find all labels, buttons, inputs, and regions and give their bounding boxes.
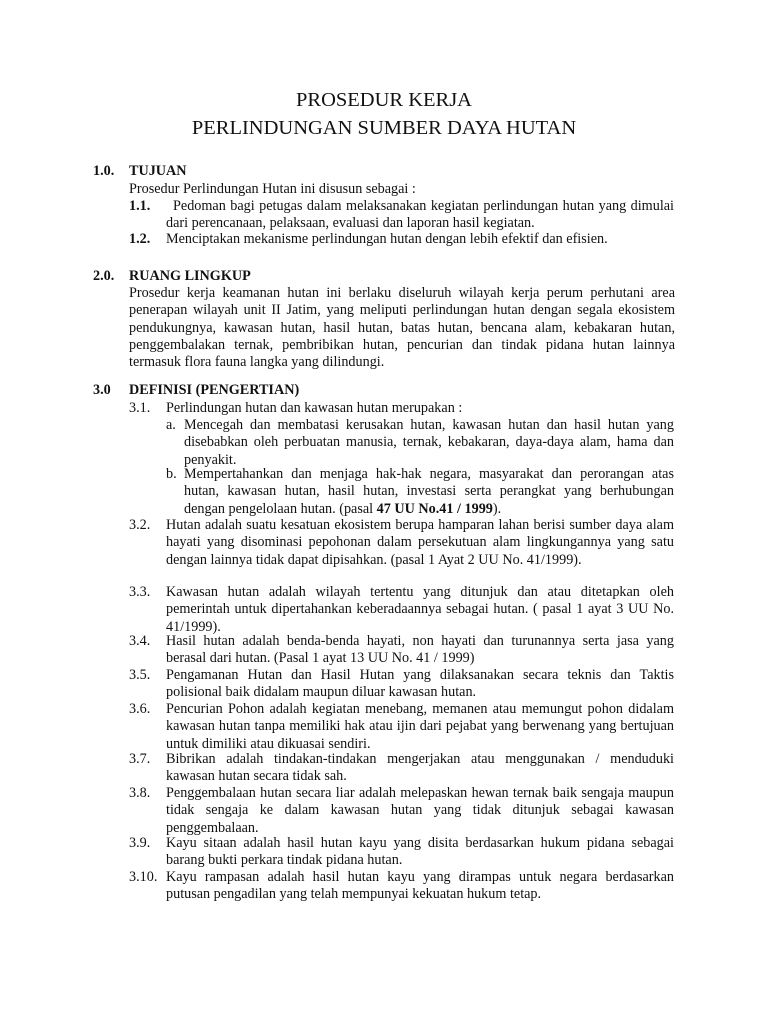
section-3-number: 3.0 xyxy=(93,382,111,398)
item-3-3-number: 3.3. xyxy=(129,584,151,600)
item-3-5-text: Pengamanan Hutan dan Hasil Hutan yang dilaksanakan secara teknis dan Taktis polisional baik didalam maupun diluar kawasan hutan. xyxy=(166,667,674,701)
item-3-1-a-text: Mencegah dan membatasi kerusakan hutan, kawasan hutan dan hasil hutan yang disebabkan oleh perbuatan manusia, ternak, kebakaran, daya-daya alam, hama dan penyakit. xyxy=(184,417,674,468)
item-3-9-number: 3.9. xyxy=(129,835,151,851)
item-3-1-b-text-pre: Mempertahankan dan menjaga hak-hak negara, masyarakat dan perorangan atas hutan, kawasan hutan, hasil hutan, investasi serta perangkat yang berhubungan dengan pengelolaan hutan. (pasal xyxy=(184,466,674,517)
section-2-number: 2.0. xyxy=(93,268,115,284)
document-title xyxy=(0,86,768,142)
item-3-6-number: 3.6. xyxy=(129,701,151,717)
item-1-2-number: 1.2. xyxy=(129,231,151,247)
item-3-10-text: Kayu rampasan adalah hasil hutan kayu yang dirampas untuk negara berdasarkan putusan pengadilan yang telah mempunyai kekuatan hukum tetap. xyxy=(166,869,674,903)
item-3-4-text: Hasil hutan adalah benda-benda hayati, non hayati dan turunannya serta jasa yang berasal dari hutan. (Pasal 1 ayat 13 UU No. 41 / 1999) xyxy=(166,633,674,667)
item-3-1-b-law-ref: 47 UU No.41 / 1999 xyxy=(376,500,493,517)
section-2-body: Prosedur kerja keamanan hutan ini berlaku diseluruh wilayah kerja perum perhutani area penerapan wilayah unit II Jatim, yang meliputi perlindungan hutan dengan segala ekosistem pendukungnya, kawasan hutan, hasil hutan, batas hutan, bencana alam, kebakaran hutan, penggembalakan ternak, pembribikan hutan, pencurian dan tindak pidana hutan lainnya termasuk flora fauna langka yang dilindungi. xyxy=(129,285,675,371)
item-3-4-number: 3.4. xyxy=(129,633,151,649)
item-1-2-text: Menciptakan mekanisme perlindungan hutan dengan lebih efektif dan efisien. xyxy=(166,231,608,247)
item-1-1-text: Pedoman bagi petugas dalam melaksanakan kegiatan perlindungan hutan yang dimulai dari perencanaan, pelaksaan, evaluasi dan laporan hasil kegiatan. xyxy=(166,198,674,232)
item-3-1-text: Perlindungan hutan dan kawasan hutan merupakan : xyxy=(166,400,463,416)
item-3-5-number: 3.5. xyxy=(129,667,151,683)
item-3-10-number: 3.10. xyxy=(129,869,158,885)
item-3-9-text: Kayu sitaan adalah hasil hutan kayu yang disita berdasarkan hukum pidana sebagai barang bukti perkara tindak pidana hutan. xyxy=(166,835,674,869)
section-2-heading: RUANG LINGKUP xyxy=(129,268,251,284)
section-3-heading: DEFINISI (PENGERTIAN) xyxy=(129,382,300,398)
item-3-7-number: 3.7. xyxy=(129,751,151,767)
item-3-1-b-text-post: ). xyxy=(492,500,502,517)
item-3-2-number: 3.2. xyxy=(129,517,151,533)
item-1-1-number: 1.1. xyxy=(129,198,151,214)
title-line-2: PERLINDUNGAN SUMBER DAYA HUTAN xyxy=(191,117,577,139)
title-line-1: PROSEDUR KERJA xyxy=(296,89,472,111)
item-3-1-number: 3.1. xyxy=(129,400,151,416)
item-3-1-b-number: b. xyxy=(166,466,177,482)
item-3-8-text: Penggembalaan hutan secara liar adalah melepaskan hewan ternak baik sengaja maupun tidak sengaja ke dalam kawasan hutan yang tidak ditunjuk sebagai kawasan penggembalaan. xyxy=(166,785,674,836)
section-1-heading: TUJUAN xyxy=(129,163,187,179)
item-3-7-text: Bibrikan adalah tindakan-tindakan mengerjakan atau menggunakan / menduduki kawasan hutan secara tidak sah. xyxy=(166,751,674,785)
item-3-6-text: Pencurian Pohon adalah kegiatan menebang, memanen atau memungut pohon didalam kawasan hutan tanpa memiliki hak atau ijin dari pejabat yang berwenang yang bertujuan untuk dimiliki atau dikuasai sendiri. xyxy=(166,701,674,752)
item-3-1-a-number: a. xyxy=(166,417,176,433)
item-3-8-number: 3.8. xyxy=(129,785,151,801)
item-3-3-text: Kawasan hutan adalah wilayah tertentu yang ditunjuk dan atau ditetapkan oleh pemerintah untuk dipertahankan keberadaannya sebagai hutan. ( pasal 1 ayat 3 UU No. 41/1999). xyxy=(166,584,674,635)
section-1-intro: Prosedur Perlindungan Hutan ini disusun sebagai : xyxy=(129,181,416,197)
section-1-number: 1.0. xyxy=(93,163,115,179)
item-3-2-text: Hutan adalah suatu kesatuan ekosistem berupa hamparan lahan berisi sumber daya alam hayati yang disominasi pepohonan dalam persekutuan alam lingkungannya yang satu dengan lainnya tidak dapat dipisahkan. (pasal 1 Ayat 2 UU No. 41/1999). xyxy=(166,517,674,568)
item-3-1-b-text xyxy=(184,466,674,518)
